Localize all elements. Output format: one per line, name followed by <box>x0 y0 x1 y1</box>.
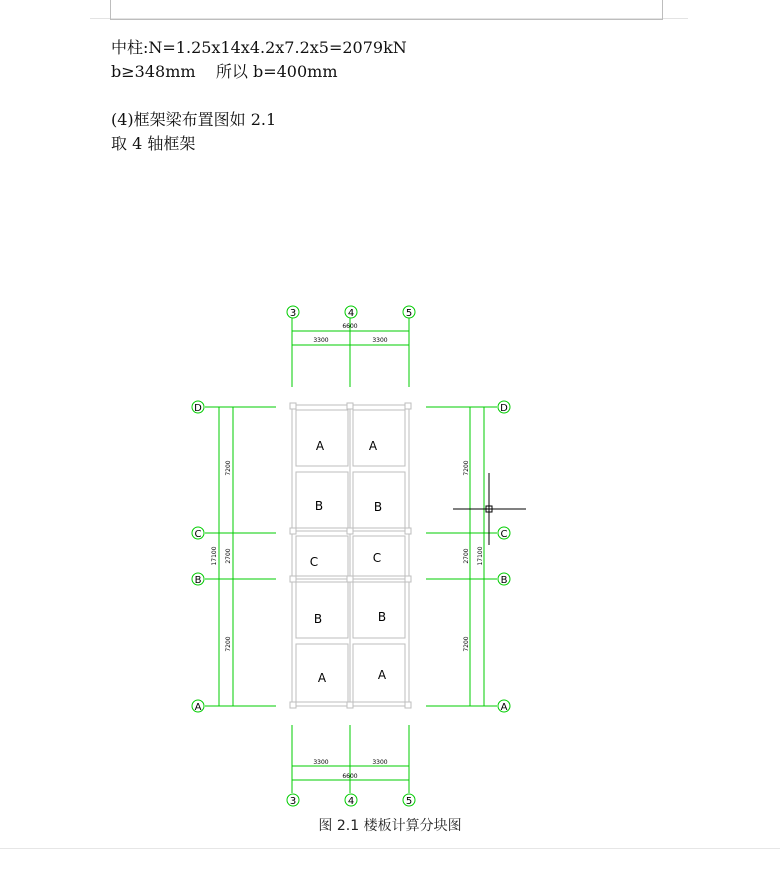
page-separator-bottom <box>0 848 780 849</box>
axis-label-bottom-3: 3 <box>289 796 297 807</box>
axis-grid-lines <box>205 318 497 793</box>
dim-top-part-2: 3300 <box>372 337 388 344</box>
axis-label-right-b: B <box>500 575 508 586</box>
panel-label: C <box>309 555 319 569</box>
dim-bottom-part-1: 3300 <box>313 759 329 766</box>
figure-caption: 图 2.1 楼板计算分块图 <box>318 818 462 834</box>
panel-label: A <box>315 439 325 453</box>
panel-label: B <box>377 610 387 624</box>
axis-label-left-a: A <box>194 702 202 713</box>
axis-label-right-c: C <box>500 529 508 540</box>
axis-label-left-b: B <box>194 575 202 586</box>
panel-label: B <box>313 612 323 626</box>
axis-label-right-a: A <box>500 702 508 713</box>
panel-label: B <box>373 500 383 514</box>
paragraph-frame-beam: (4)框架梁布置图如 2.1 <box>111 110 277 129</box>
dim-bottom-total: 6600 <box>342 773 358 780</box>
panel-label: B <box>314 499 324 513</box>
axis-label-bottom-4: 4 <box>347 796 355 807</box>
dim-right-part-2: 2700 <box>463 548 470 564</box>
dim-top-total: 6600 <box>342 323 358 330</box>
calc-line-column-width: b≥348mm 所以 b=400mm <box>111 62 338 81</box>
calc-line-column-load: 中柱:N=1.25x14x4.2x7.2x5=2079kN <box>111 38 407 57</box>
axis-label-bottom-5: 5 <box>405 796 413 807</box>
panel-label: C <box>372 551 382 565</box>
dim-top-part-1: 3300 <box>313 337 329 344</box>
dim-right-part-1: 7200 <box>463 460 470 476</box>
axis-label-left-d: D <box>194 403 202 414</box>
dim-left-part-3: 7200 <box>225 636 232 652</box>
paragraph-axis-frame: 取 4 轴框架 <box>111 134 196 153</box>
dim-bottom-part-2: 3300 <box>372 759 388 766</box>
cad-crosshair-cursor <box>453 473 526 545</box>
dim-right-part-3: 7200 <box>463 636 470 652</box>
axis-label-top-5: 5 <box>405 308 413 319</box>
panel-label: A <box>377 668 387 682</box>
panel-label: A <box>368 439 378 453</box>
dim-left-total: 17100 <box>211 546 218 566</box>
axis-label-top-3: 3 <box>289 308 297 319</box>
axis-label-top-4: 4 <box>347 308 355 319</box>
axis-label-right-d: D <box>500 403 508 414</box>
dim-right-total: 17100 <box>477 546 484 566</box>
dim-left-part-2: 2700 <box>225 548 232 564</box>
panel-label: A <box>317 671 327 685</box>
dim-left-part-1: 7200 <box>225 460 232 476</box>
axis-label-left-c: C <box>194 529 202 540</box>
